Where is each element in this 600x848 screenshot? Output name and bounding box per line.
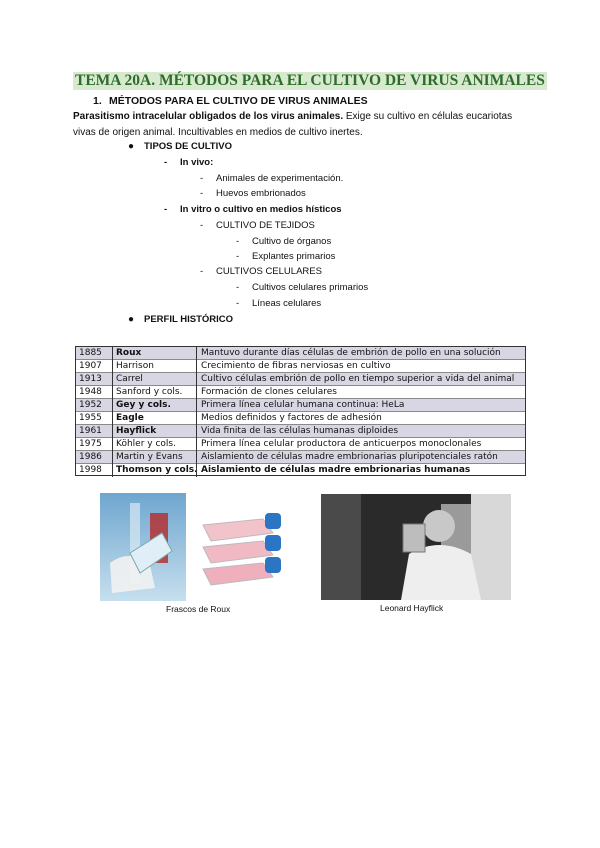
page-title: TEMA 20A. MÉTODOS PARA EL CULTIVO DE VIRUS ANIMALES — [75, 72, 545, 89]
list-item-celulares: - CULTIVOS CELULARES — [200, 266, 322, 277]
caption-hayflick: Leonard Hayflick — [380, 603, 444, 613]
table-row: 1961 Hayflick Vida finita de las células humanas diploides — [76, 425, 525, 438]
list-item-tejidos: - CULTIVO DE TEJIDOS — [200, 220, 315, 231]
dash-icon: - — [200, 188, 204, 199]
dash-icon: - — [236, 298, 240, 309]
table-row: 1948 Sanford y cols. Formación de clones celulares — [76, 386, 525, 399]
history-table — [75, 346, 526, 476]
intro-paragraph — [73, 109, 533, 141]
roux-flasks-photo — [193, 505, 297, 597]
table-row: 1907 Harrison Crecimiento de fibras nerviosas en cultivo — [76, 360, 525, 373]
list-item: - Cultivo de órganos — [236, 236, 332, 247]
table-row: 1913 Carrel Cultivo células embrión de pollo en tiempo superior a vida del animal — [76, 373, 525, 386]
lab-flask-photo — [100, 493, 186, 601]
bullet-icon: ● — [128, 314, 135, 325]
list-item: - Explantes primarios — [236, 251, 336, 262]
table-row: 1975 Köhler y cols. Primera línea celular productora de anticuerpos monoclonales — [76, 438, 525, 451]
dash-icon: - — [236, 251, 240, 262]
list-item-in-vivo: - In vivo: — [164, 157, 214, 168]
list-item: - Huevos embrionados — [200, 188, 306, 199]
table-row: 1998 Thomson y cols. Aislamiento de células madre embrionarias humanas — [76, 464, 525, 477]
dash-icon: - — [164, 157, 168, 168]
dash-icon: - — [200, 266, 204, 277]
dash-icon: - — [164, 204, 168, 215]
section-heading-text: MÉTODOS PARA EL CULTIVO DE VIRUS ANIMALES — [109, 95, 368, 107]
list-item-perfil: ● PERFIL HISTÓRICO — [128, 314, 234, 325]
dash-icon: - — [236, 236, 240, 247]
list-item-in-vitro: - In vitro o cultivo en medios hísticos — [164, 204, 342, 215]
table-row: 1986 Martin y Evans Aislamiento de células madre embrionarias pluripotenciales ratón — [76, 451, 525, 464]
caption-roux: Frascos de Roux — [166, 604, 231, 614]
bullet-icon: ● — [128, 141, 135, 152]
intro-bold: Parasitismo intracelular obligados de los virus animales. — [73, 111, 344, 122]
table-row: 1955 Eagle Medios definidos y factores de adhesión — [76, 412, 525, 425]
dash-icon: - — [236, 282, 240, 293]
intro-rest: Exige su cultivo en células eucariotas vivas de origen animal. Incultivables en medios de cultivo inertes. — [73, 111, 513, 138]
section-number: 1. — [93, 95, 102, 107]
section-heading — [93, 95, 368, 107]
list-item: - Cultivos celulares primarios — [236, 282, 369, 293]
list-item-tipos: ● TIPOS DE CULTIVO — [128, 141, 232, 152]
list-item: - Animales de experimentación. — [200, 173, 344, 184]
dash-icon: - — [200, 173, 204, 184]
table-row: 1952 Gey y cols. Primera línea celular humana continua: HeLa — [76, 399, 525, 412]
dash-icon: - — [200, 220, 204, 231]
table-row: 1885 Roux Mantuvo durante días células de embrión de pollo en una solución — [76, 347, 525, 360]
hayflick-photo — [321, 494, 511, 600]
list-item: - Líneas celulares — [236, 298, 322, 309]
